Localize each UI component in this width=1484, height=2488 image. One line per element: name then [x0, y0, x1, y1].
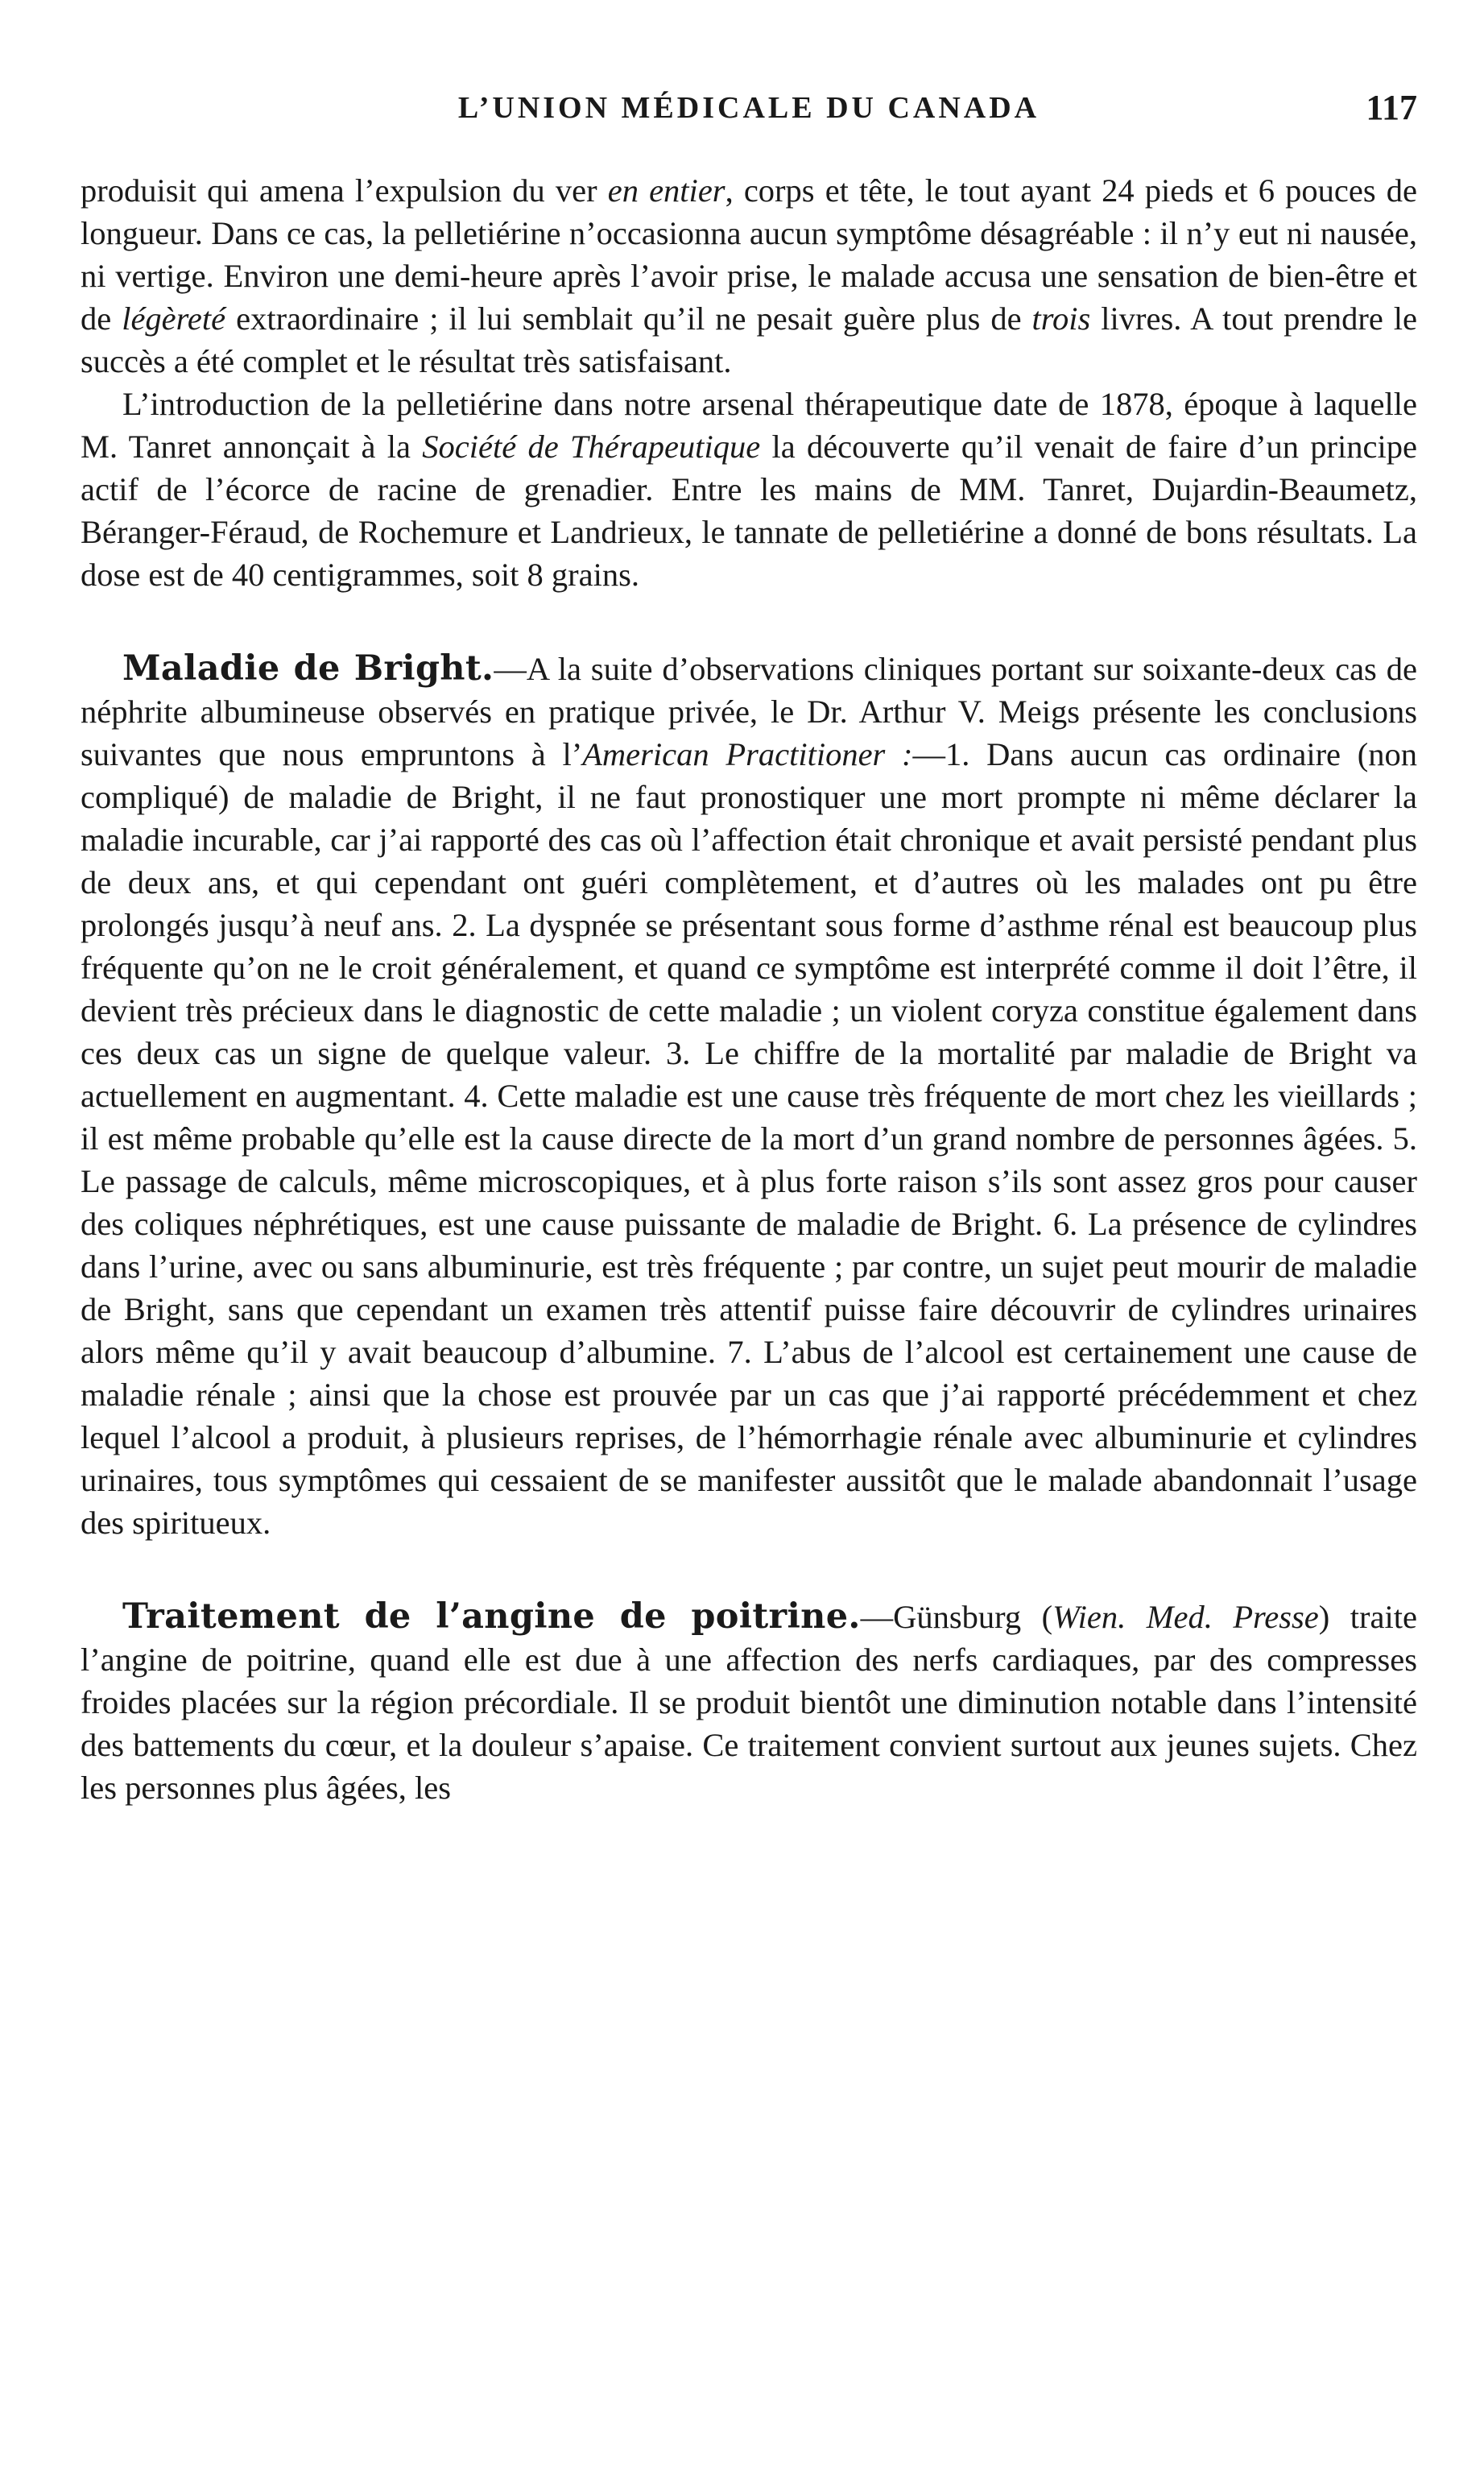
section-maladie-de-bright [81, 648, 1417, 1544]
italic-text: Wien. Med. Presse [1052, 1599, 1319, 1635]
paragraph-introduction [81, 383, 1417, 596]
italic-text: en entier [607, 172, 725, 209]
italic-text: trois [1031, 300, 1091, 337]
paragraph-text: —A la suite d’observations cliniques portant sur soixante-deux cas de néphrite albumineuse observés en pratique privée, le Dr. Arthur V. Meigs présente les conclusions suivantes que nous empruntons à l’ [81, 651, 1417, 772]
italic-text: Société de Thérapeutique [422, 428, 761, 465]
running-title: L’UNION MÉDICALE DU CANADA [457, 91, 1040, 125]
italic-text: American Practitioner : [582, 736, 913, 772]
page-number: 117 [1366, 88, 1417, 127]
paragraph-expulsion [81, 169, 1417, 383]
section-heading: Traitement de l’angine de poitrine. [122, 1596, 861, 1637]
paragraph-text: L’introduction de la pelletiérine dans notre arsenal thérapeutique date de 1878, époque à laquelle M. Tanret annonçait à la [81, 386, 1417, 465]
page-header [81, 90, 1417, 139]
paragraph-text: , corps et tête, le tout ayant 24 pieds et 6 pouces de longueur. Dans ce cas, la pelletiérine n’occasionna aucun symptôme désagréable : il n’y eut ni nausée, ni vertige. Environ une demi-heure après l’avoir prise, le malade accusa une sensation de bien-être et de [81, 172, 1417, 337]
page-body [81, 169, 1417, 1809]
paragraph-text: —1. Dans aucun cas ordinaire (non compliqué) de maladie de Bright, il ne faut pronostiquer une mort prompte ni même déclarer la maladie incurable, car j’ai rapporté des cas où l’affection était chronique et avait persisté pendant plus de deux ans, et qui cependant ont guéri complètement, et d’autres où les malades ont pu être prolongés jusqu’à neuf ans. 2. La dyspnée se présentant sous forme d’asthme rénal est beaucoup plus fréquente qu’on ne le croit généralement, et quand ce symptôme est interprété comme il doit l’être, il devient très précieux dans le diagnostic de cette maladie ; un violent coryza constitue également dans ces deux cas un signe de quelque valeur. 3. Le chiffre de la mortalité par maladie de Bright va actuellement en augmentant. 4. Cette maladie est une cause très fréquente de mort chez les vieillards ; il est même probable qu’elle est la cause directe de la mort d’un grand nombre de personnes âgées. 5. Le passage de calculs, même microscopiques, et à plus forte raison s’ils sont assez gros pour causer des coliques néphrétiques, est une cause puissante de maladie de Bright. 6. La présence de cylindres dans l’urine, avec ou sans albuminurie, est très fréquente ; par contre, un sujet peut mourir de maladie de Bright, sans que cependant un examen très attentif puisse faire découvrir de cylindres urinaires alors même qu’il y avait beaucoup d’albumine. 7. L’abus de l’alcool est certainement une cause de maladie rénale ; ainsi que la chose est prouvée par un cas que j’ai rapporté précédemment et chez lequel l’alcool a produit, à plusieurs reprises, de l’hémorrhagie rénale avec albuminurie et cylindres urinaires, tous symptômes qui cessaient de se manifester aussitôt que le malade abandonnait l’usage des spiritueux. [81, 736, 1417, 1541]
paragraph-text: ) traite l’angine de poitrine, quand elle est due à une affection des nerfs cardiaques, par des compresses froides placées sur la région précordiale. Il se produit bientôt une diminution notable dans l’intensité des battements du cœur, et la douleur s’apaise. Ce traitement convient surtout aux jeunes sujets. Chez les personnes plus âgées, les [81, 1599, 1417, 1806]
section-angine-de-poitrine [81, 1596, 1417, 1809]
paragraph-text: extraordinaire ; il lui semblait qu’il ne pesait guère plus de [225, 300, 1032, 337]
paragraph-text: la découverte qu’il venait de faire d’un principe actif de l’écorce de racine de grenadier. Entre les mains de MM. Tanret, Dujardin-Beaumetz, Béranger-Féraud, de Rochemure et Landrieux, le tannate de pelletiérine a donné de bons résultats. La dose est de 40 centigrammes, soit 8 grains. [81, 428, 1417, 593]
paragraph-text: produisit qui amena l’expulsion du ver [81, 172, 608, 209]
paragraph-text: —Günsburg ( [860, 1599, 1053, 1635]
section-heading: Maladie de Bright. [122, 648, 494, 689]
italic-text: légèreté [122, 300, 226, 337]
paragraph-text: livres. A tout prendre le succès a été complet et le résultat très satisfaisant. [81, 300, 1417, 379]
